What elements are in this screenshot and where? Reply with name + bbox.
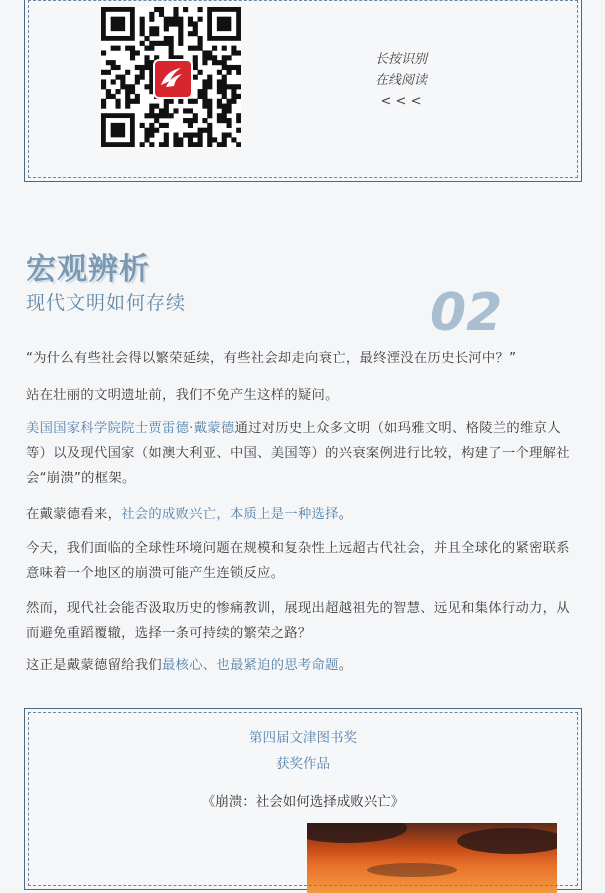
paragraph-conclusion-suffix: 。 bbox=[338, 658, 353, 673]
award-card bbox=[24, 708, 582, 890]
scan-hint-arrows: < < < bbox=[380, 94, 422, 109]
award-name: 第四届文津图书奖 bbox=[249, 730, 357, 746]
paragraph-today: 今天，我们面临的全球性环境问题在规模和复杂性上远超古代社会，并且全球化的紧密联系意味着一个地区的崩溃可能产生连锁反应。 bbox=[26, 541, 570, 581]
book-cover-image[interactable] bbox=[307, 823, 557, 893]
scan-hint-line2: 在线阅读 bbox=[374, 73, 427, 88]
qr-card bbox=[24, 0, 582, 182]
book-title: 《崩溃：社会如何选择成败兴亡》 bbox=[201, 794, 405, 810]
paragraph-diamond-text: 通过对历史上众多文明（如玛雅文明、格陵兰的维京人等）以及现代国家（如澳大利亚、中国、美国等）的兴衰案例进行比较，构建了一个理解社会“崩溃”的框架。 bbox=[26, 421, 570, 486]
award-label: 获奖作品 bbox=[276, 756, 330, 772]
scan-hint-line1: 长按识别 bbox=[374, 52, 427, 67]
paragraph-diamond bbox=[26, 416, 579, 491]
paragraph-choice-suffix: 。 bbox=[338, 507, 353, 522]
paragraph-conclusion bbox=[26, 653, 579, 678]
core-question-highlight: 最核心、也最紧迫的思考命题 bbox=[161, 658, 339, 673]
paragraph-intro: 站在壮丽的文明遗址前，我们不免产生这样的疑问。 bbox=[26, 388, 339, 403]
author-link[interactable]: 美国国家科学院院士贾雷德·戴蒙德 bbox=[26, 421, 235, 436]
paragraph-choice bbox=[26, 502, 579, 527]
paragraph-question-modern: 然而，现代社会能否汲取历史的惨痛教训，展现出超越祖先的智慧、远见和集体行动力，从而避免重蹈覆辙，选择一条可持续的繁荣之路？ bbox=[26, 601, 570, 641]
scan-hint bbox=[341, 49, 461, 112]
app-logo-icon bbox=[153, 59, 193, 99]
paragraph-choice-prefix: 在戴蒙德看来， bbox=[26, 507, 122, 522]
section-number: 02 bbox=[430, 283, 503, 343]
key-point-highlight: 社会的成败兴亡，本质上是一种选择 bbox=[121, 507, 339, 522]
paragraph-conclusion-prefix: 这正是戴蒙德留给我们 bbox=[26, 658, 162, 673]
paragraph-question: “为什么有些社会得以繁荣延续，有些社会却走向衰亡，最终湮没在历史长河中？” bbox=[26, 351, 517, 366]
qr-code[interactable] bbox=[101, 7, 241, 147]
section-title: 宏观辨析 bbox=[26, 252, 150, 287]
section-subtitle: 现代文明如何存续 bbox=[26, 292, 187, 314]
